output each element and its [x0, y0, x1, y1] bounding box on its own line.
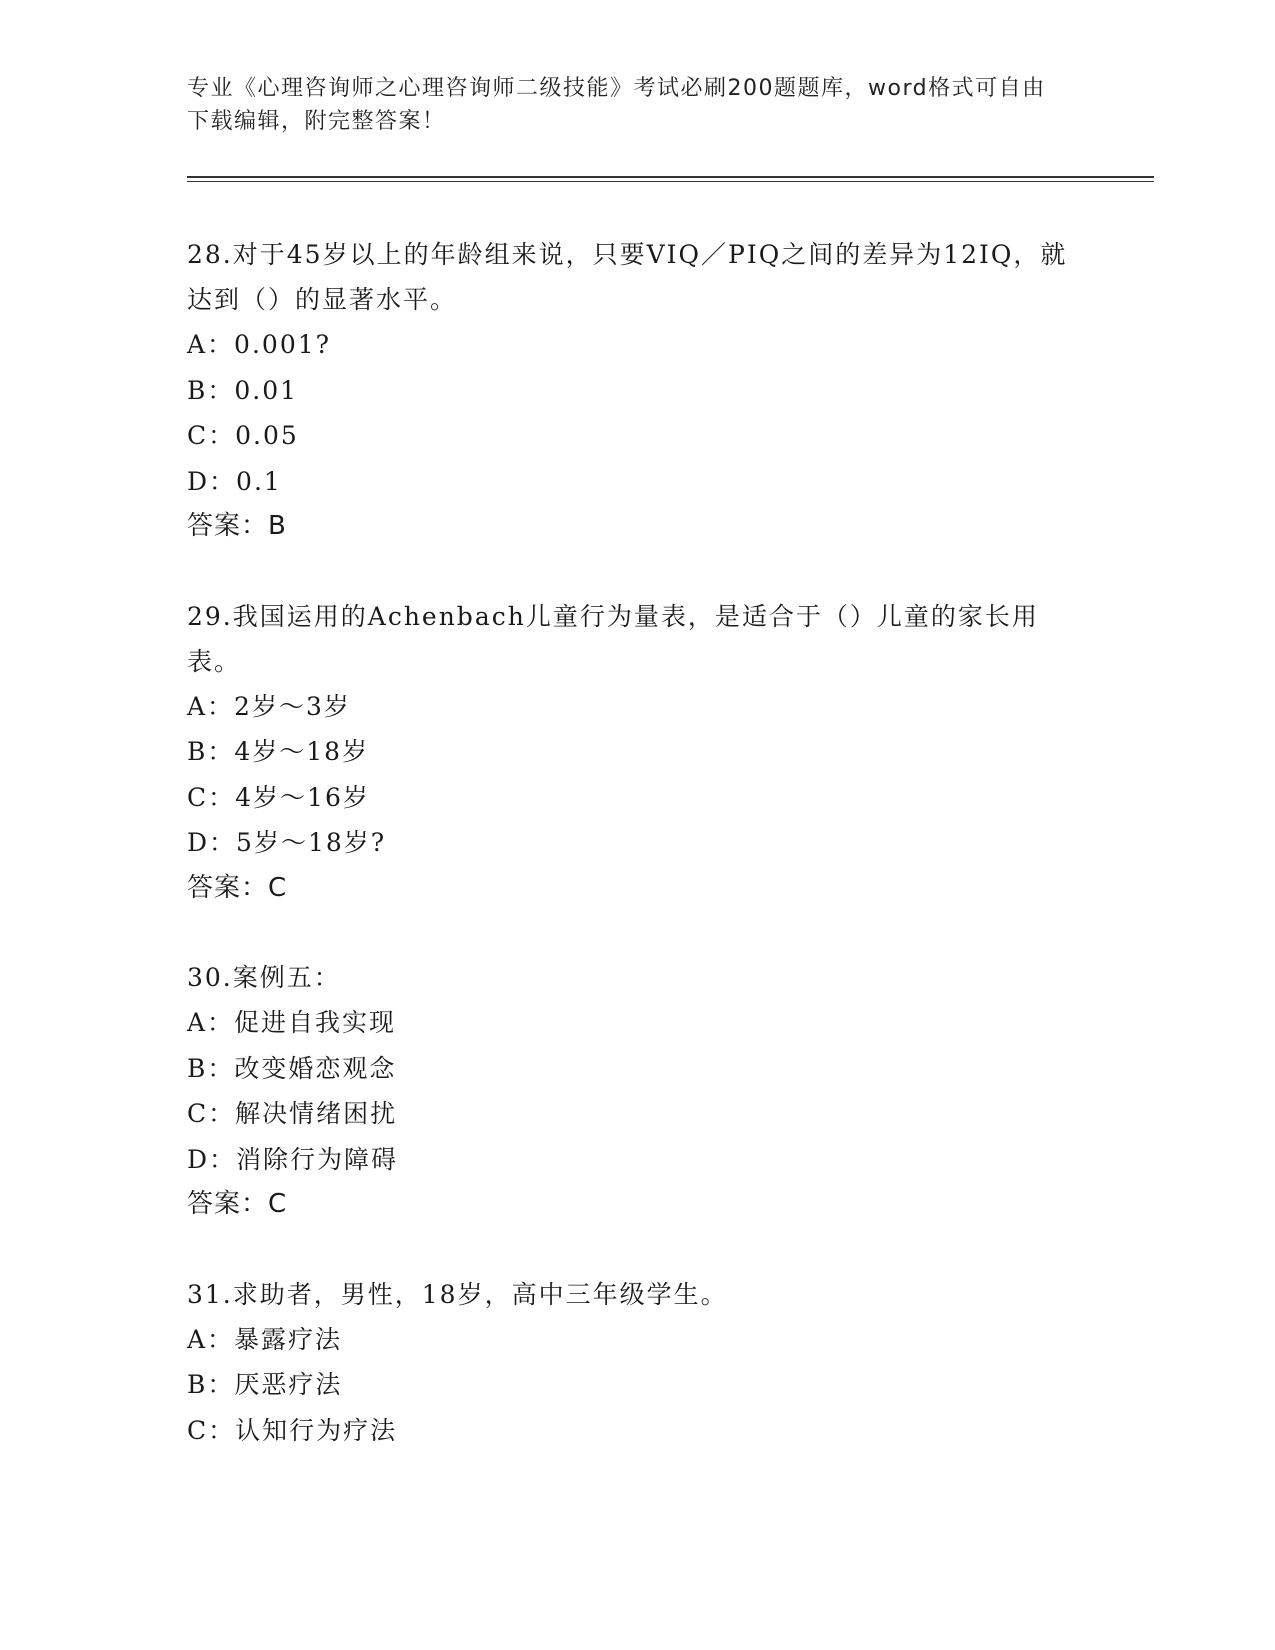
option-d: D：消除行为障碍 [187, 1144, 399, 1174]
option-b: B：0.01 [187, 375, 299, 405]
option-b: B：改变婚恋观念 [187, 1053, 397, 1083]
option-c: C：认知行为疗法 [187, 1415, 398, 1445]
question-text: 31.求助者，男性，18岁，高中三年级学生。 [187, 1279, 728, 1309]
answer: 答案：C [187, 872, 288, 903]
question-text: 30.案例五： [187, 963, 341, 992]
question-31 [187, 1272, 1087, 1454]
option-a: A：2岁～3岁 [187, 691, 351, 721]
option-c: C：0.05 [187, 421, 299, 450]
question-text: 29.我国运用的Achenbach儿童行为量表，是适合于（）儿童的家长用表。 [187, 601, 1039, 676]
answer: 答案：C [187, 1189, 288, 1219]
document-header: 专业《心理咨询师之心理咨询师二级技能》考试必刷200题题库，word格式可自由下载编辑，附完整答案！ [187, 76, 1046, 134]
question-29 [187, 594, 1087, 912]
question-30 [187, 955, 1087, 1228]
question-list [187, 232, 1087, 1499]
option-b: B：4岁～18岁 [187, 737, 370, 766]
option-d: D：0.1 [187, 466, 282, 496]
option-a: A：促进自我实现 [187, 1008, 397, 1037]
header-divider-bottom [187, 181, 1154, 182]
option-a: A：暴露疗法 [187, 1324, 343, 1354]
question-text: 28.对于45岁以上的年龄组来说，只要VIQ／PIQ之间的差异为12IQ，就达到（）的显著水平。 [187, 240, 1068, 314]
option-b: B：厌恶疗法 [187, 1370, 343, 1399]
option-a: A：0.001? [187, 330, 332, 359]
header-divider-top [187, 176, 1154, 178]
question-28 [187, 232, 1087, 550]
option-c: C：解决情绪困扰 [187, 1099, 398, 1128]
option-d: D：5岁～18岁? [187, 828, 387, 857]
answer: 答案：B [187, 511, 287, 541]
option-c: C：4岁～16岁 [187, 782, 370, 812]
